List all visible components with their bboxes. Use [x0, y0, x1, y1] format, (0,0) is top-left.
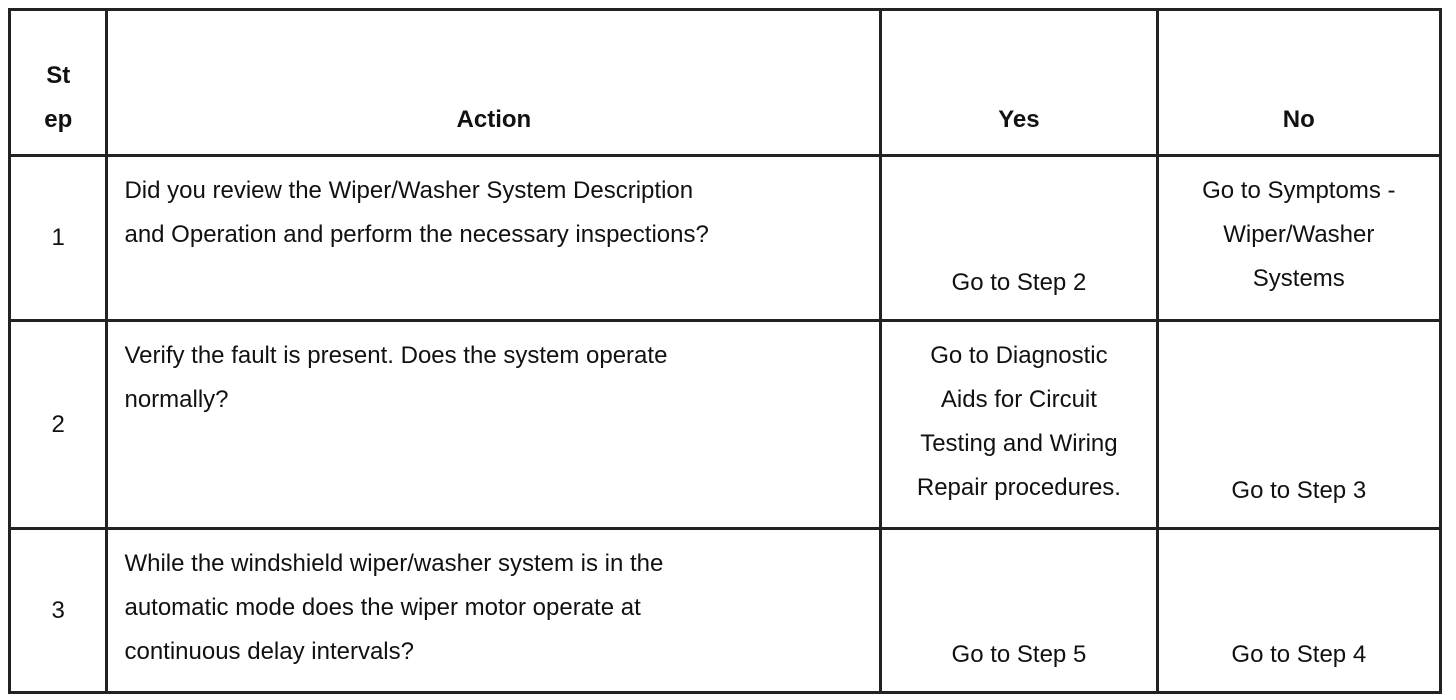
step-number: 1	[10, 156, 107, 321]
header-step-line: ep	[44, 106, 73, 133]
action-cell	[107, 529, 881, 693]
diagnostic-table	[8, 8, 1442, 694]
action-line: normally?	[124, 386, 229, 413]
action-line: continuous delay intervals?	[124, 638, 414, 665]
yes-cell	[881, 529, 1157, 693]
table-row	[10, 156, 1441, 321]
action-cell	[107, 321, 881, 529]
header-action: Action	[107, 10, 881, 156]
action-cell	[107, 156, 881, 321]
no-line: Go to Symptoms -	[1202, 177, 1396, 204]
no-cell	[1157, 156, 1440, 321]
yes-cell	[881, 321, 1157, 529]
yes-line: Go to Diagnostic	[930, 342, 1108, 369]
yes-cell	[881, 156, 1157, 321]
no-cell	[1157, 529, 1440, 693]
action-line: While the windshield wiper/washer system is in the	[124, 550, 664, 577]
no-line: Go to Step 3	[1231, 477, 1367, 504]
header-step	[10, 10, 107, 156]
table-row	[10, 529, 1441, 693]
table-row	[10, 321, 1441, 529]
no-line: Systems	[1252, 265, 1345, 292]
no-cell	[1157, 321, 1440, 529]
yes-line: Go to Step 5	[951, 641, 1087, 668]
no-line: Wiper/Washer	[1223, 221, 1375, 248]
header-step-line: St	[46, 62, 71, 89]
no-line: Go to Step 4	[1231, 641, 1367, 668]
action-line: Did you review the Wiper/Washer System Description	[124, 177, 694, 204]
step-number: 2	[10, 321, 107, 529]
step-number: 3	[10, 529, 107, 693]
action-line: Verify the fault is present. Does the system operate	[124, 342, 668, 369]
header-no: No	[1157, 10, 1440, 156]
header-yes: Yes	[881, 10, 1157, 156]
yes-line: Repair procedures.	[916, 474, 1121, 501]
yes-line: Aids for Circuit	[940, 386, 1097, 413]
action-line: automatic mode does the wiper motor operate at	[124, 594, 641, 621]
yes-line: Go to Step 2	[951, 269, 1087, 296]
yes-line: Testing and Wiring	[920, 430, 1118, 457]
header-row	[10, 10, 1441, 156]
action-line: and Operation and perform the necessary inspections?	[124, 221, 709, 248]
